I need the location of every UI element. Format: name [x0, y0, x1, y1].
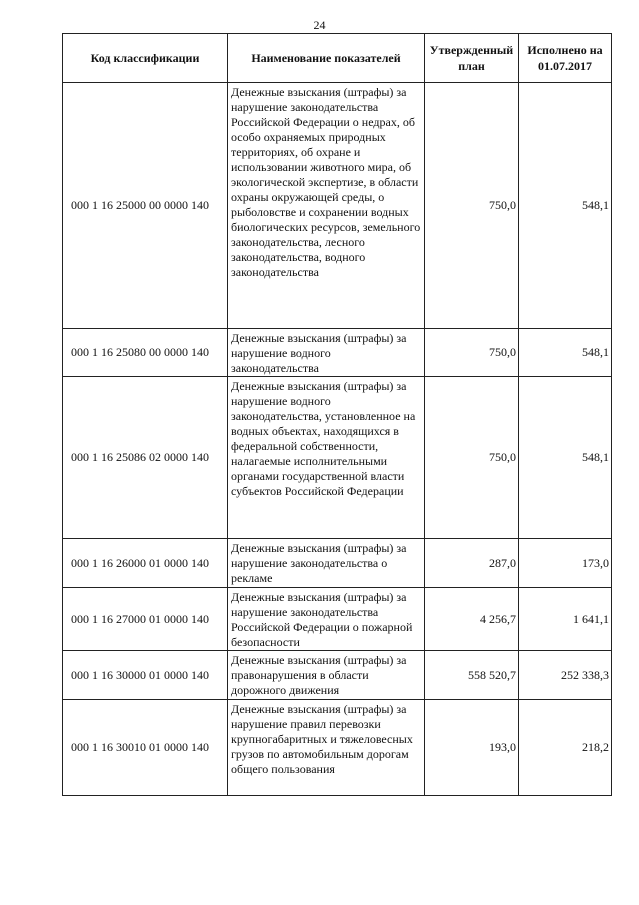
row-code: 000 1 16 25080 00 0000 140 [63, 329, 228, 377]
row-done: 548,1 [519, 377, 612, 539]
row-name: Денежные взыскания (штрафы) за нарушение водного законодательства [228, 329, 425, 377]
row-done: 1 641,1 [519, 588, 612, 651]
row-name: Денежные взыскания (штрафы) за нарушение законодательства Российской Федерации о пожарной безопасности [228, 588, 425, 651]
row-done: 218,2 [519, 700, 612, 796]
row-plan: 750,0 [425, 377, 519, 539]
header-name: Наименование показателей [228, 34, 425, 83]
table-row [63, 651, 612, 700]
row-code: 000 1 16 26000 01 0000 140 [63, 539, 228, 588]
row-done: 548,1 [519, 329, 612, 377]
row-code: 000 1 16 25086 02 0000 140 [63, 377, 228, 539]
row-code: 000 1 16 25000 00 0000 140 [63, 83, 228, 329]
table-row [63, 329, 612, 377]
row-name: Денежные взыскания (штрафы) за нарушение правил перевозки крупногабаритных и тяжеловесных грузов по автомобильным дорогам общего пользования [228, 700, 425, 796]
row-code: 000 1 16 27000 01 0000 140 [63, 588, 228, 651]
row-plan: 287,0 [425, 539, 519, 588]
classification-table [62, 33, 612, 796]
row-name: Денежные взыскания (штрафы) за правонарушения в области дорожного движения [228, 651, 425, 700]
row-plan: 750,0 [425, 329, 519, 377]
row-done: 173,0 [519, 539, 612, 588]
table-row [63, 700, 612, 796]
table-row [63, 539, 612, 588]
row-plan: 558 520,7 [425, 651, 519, 700]
row-name: Денежные взыскания (штрафы) за нарушение законодательства о рекламе [228, 539, 425, 588]
header-done: Исполнено на 01.07.2017 [519, 34, 612, 83]
row-plan: 750,0 [425, 83, 519, 329]
header-plan: Утвержденный план [425, 34, 519, 83]
page-number: 24 [313, 18, 326, 32]
table-row [63, 377, 612, 539]
table-row [63, 83, 612, 329]
row-name: Денежные взыскания (штрафы) за нарушение законодательства Российской Федерации о недрах, об особо охраняемых природных территориях, об охране и использовании животного мира, об экологической экспертизе, в области охраны окружающей среды, о рыболовстве и сохранении водных биологических ресурсов, земельного законодательства, лесного законодательства, водного законодательства [228, 83, 425, 329]
row-plan: 193,0 [425, 700, 519, 796]
row-done: 548,1 [519, 83, 612, 329]
table-header-row [63, 34, 612, 83]
table-row [63, 588, 612, 651]
row-code: 000 1 16 30000 01 0000 140 [63, 651, 228, 700]
header-code: Код классификации [63, 34, 228, 83]
row-done: 252 338,3 [519, 651, 612, 700]
row-code: 000 1 16 30010 01 0000 140 [63, 700, 228, 796]
row-name: Денежные взыскания (штрафы) за нарушение водного законодательства, установленное на водных объектах, находящихся в федеральной собственности, налагаемые исполнительными органами государственной власти субъектов Российской Федерации [228, 377, 425, 539]
row-plan: 4 256,7 [425, 588, 519, 651]
